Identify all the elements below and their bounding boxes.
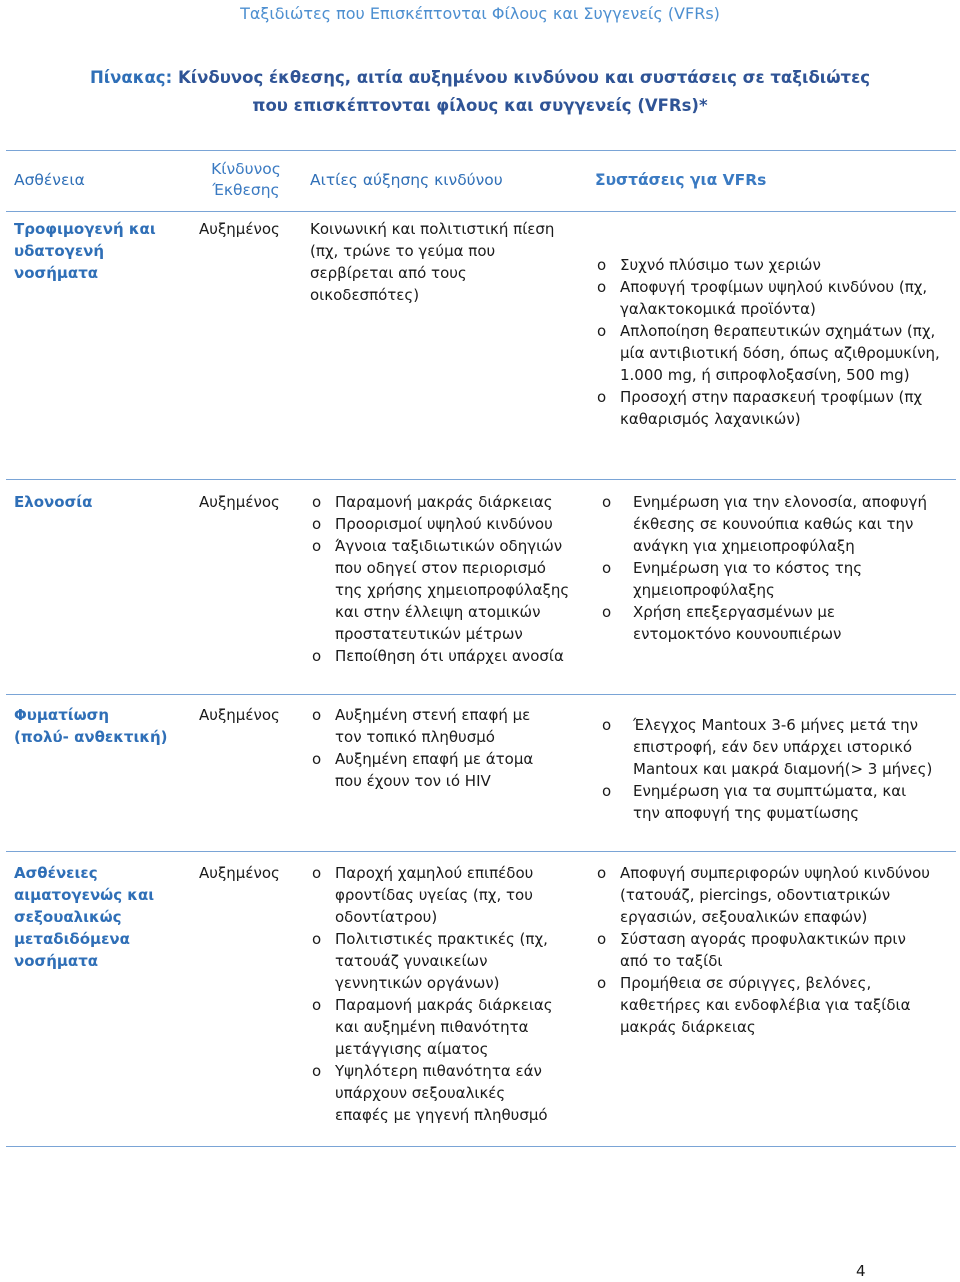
row-3-disease-line: (πολύ- ανθεκτική) [14,728,168,746]
recommendation-item: o Έλεγχος Mantoux 3-6 μήνες μετά την επιστροφή, εάν δεν υπάρχει ιστορικό Mantoux και μακρά διαμονή(> 3 μήνες) [600,714,940,780]
cause-item: o Αυξημένη επαφή με άτομα που έχουν τον ιό HIV [310,748,555,792]
header-disease: Ασθένεια [14,170,85,189]
recommendation-item: o Ενημέρωση για την ελονοσία, αποφυγή έκθεσης σε κουνούπια καθώς και την ανάγκη για χημειοπροφύλαξη [600,491,950,557]
row-2-causes [310,491,585,667]
page-number: 4 [856,1262,866,1280]
cause-item: o Άγνοια ταξιδιωτικών οδηγιών που οδηγεί στον περιορισμό της χρήσης χημειοπροφύλαξης και στην έλλειψη ατομικών προστατευτικών μέτρων [310,535,570,645]
row-1-bottom-rule [6,479,956,480]
row-2-bottom-rule [6,694,956,695]
row-1-causes-line: οικοδεσπότες) [310,286,420,304]
cause-item: o Υψηλότερη πιθανότητα εάν υπάρχουν σεξουαλικές επαφές με γηγενή πληθυσμό [310,1060,560,1126]
table-bottom-rule [6,1146,956,1147]
row-1-disease [14,218,184,284]
header-risk-line1: Κίνδυνος [211,160,281,178]
table-title-line1: Κίνδυνος έκθεσης, αιτία αυξημένου κινδύνου και συστάσεις σε ταξιδιώτες [172,68,871,87]
cause-item: o Παραμονή μακράς διάρκειας [310,491,585,513]
recommendation-item: o Απλοποίηση θεραπευτικών σχημάτων (πχ, μία αντιβιοτική δόση, όπως αζιθρομυκίνη, 1.000 mg, ή σιπροφλοξασίνη, 500 mg) [595,320,950,386]
cause-item: o Προορισμοί υψηλού κινδύνου [310,513,585,535]
recommendation-item: o Προσοχή στην παρασκευή τροφίμων (πχ καθαρισμός λαχανικών) [595,386,950,430]
row-3-risk: Αυξημένος [199,706,280,724]
row-1-causes-line: Κοινωνική και πολιτιστική πίεση [310,220,555,238]
row-4-recommendations [595,862,935,1038]
recommendation-item: o Αποφυγή τροφίμων υψηλού κινδύνου (πχ, γαλακτοκομικά προϊόντα) [595,276,950,320]
row-1-causes-line: σερβίρεται από τους [310,264,467,282]
row-4-disease-line: Ασθένειες [14,864,98,882]
row-3-causes [310,704,570,792]
recommendation-item: o Προμήθεια σε σύριγγες, βελόνες, καθετήρες και ενδοφλέβια για ταξίδια μακράς διάρκειας [595,972,920,1038]
row-1-recommendations [595,254,950,430]
row-4-disease-line: αιματογενώς και [14,886,155,904]
table-title-label: Πίνακας: [89,68,173,87]
row-2-risk: Αυξημένος [199,493,280,511]
cause-item: o Παροχή χαμηλού επιπέδου φροντίδας υγείας (πχ, του οδοντίατρου) [310,862,560,928]
recommendation-item: o Χρήση επεξεργασμένων με εντομοκτόνο κουνουπιέρων [600,601,890,645]
cause-item: o Παραμονή μακράς διάρκειας και αυξημένη πιθανότητα μετάγγισης αίματος [310,994,565,1060]
row-3-disease [14,704,184,748]
recommendation-item: o Ενημέρωση για το κόστος της χημειοπροφύλαξης [600,557,890,601]
cause-item: o Πολιτιστικές πρακτικές (πχ, τατουάζ γυναικείων γεννητικών οργάνων) [310,928,560,994]
row-4-causes [310,862,580,1126]
row-4-risk: Αυξημένος [199,864,280,882]
row-3-bottom-rule [6,851,956,852]
row-1-causes [310,218,580,306]
row-1-causes-line: (πχ, τρώνε το γεύμα που [310,242,496,260]
row-1-risk: Αυξημένος [199,220,280,238]
row-1-disease-line: υδατογενή [14,242,105,260]
cause-item: o Πεποίθηση ότι υπάρχει ανοσία [310,645,585,667]
row-4-disease-line: νοσήματα [14,952,99,970]
row-3-disease-line: Φυματίωση [14,706,110,724]
recommendation-item: o Ενημέρωση για τα συμπτώματα, και την αποφυγή της φυματίωσης [600,780,920,824]
recommendation-item: o Σύσταση αγοράς προφυλακτικών πριν από το ταξίδι [595,928,920,972]
row-2-disease [14,491,184,513]
row-3-recommendations [600,714,940,824]
recommendation-item: o Συχνό πλύσιμο των χεριών [595,254,950,276]
header-recommendations: Συστάσεις για VFRs [595,170,767,189]
header-risk [196,150,296,210]
table-title-line2: που επισκέπτονται φίλους και συγγενείς (VFRs)* [252,96,708,115]
row-4-disease-line: μεταδιδόμενα [14,930,130,948]
header-risk-line2: Έκθεσης [212,181,280,199]
running-header: Ταξιδιώτες που Επισκέπτονται Φίλους και Συγγενείς (VFRs) [240,4,720,23]
row-4-disease-line: σεξουαλικώς [14,908,122,926]
row-2-recommendations [600,491,950,645]
recommendation-item: o Αποφυγή συμπεριφορών υψηλού κινδύνου (τατουάζ, piercings, οδοντιατρικών εργασιών, σεξουαλικών επαφών) [595,862,935,928]
row-1-disease-line: Τροφιμογενή και [14,220,156,238]
row-4-disease [14,862,184,972]
row-1-disease-line: νοσήματα [14,264,99,282]
header-bottom-rule [6,211,956,212]
header-causes: Αιτίες αύξησης κινδύνου [310,170,503,189]
row-2-disease-line: Ελονοσία [14,493,93,511]
cause-item: o Αυξημένη στενή επαφή με τον τοπικό πληθυσμό [310,704,555,748]
table-title [20,64,940,120]
